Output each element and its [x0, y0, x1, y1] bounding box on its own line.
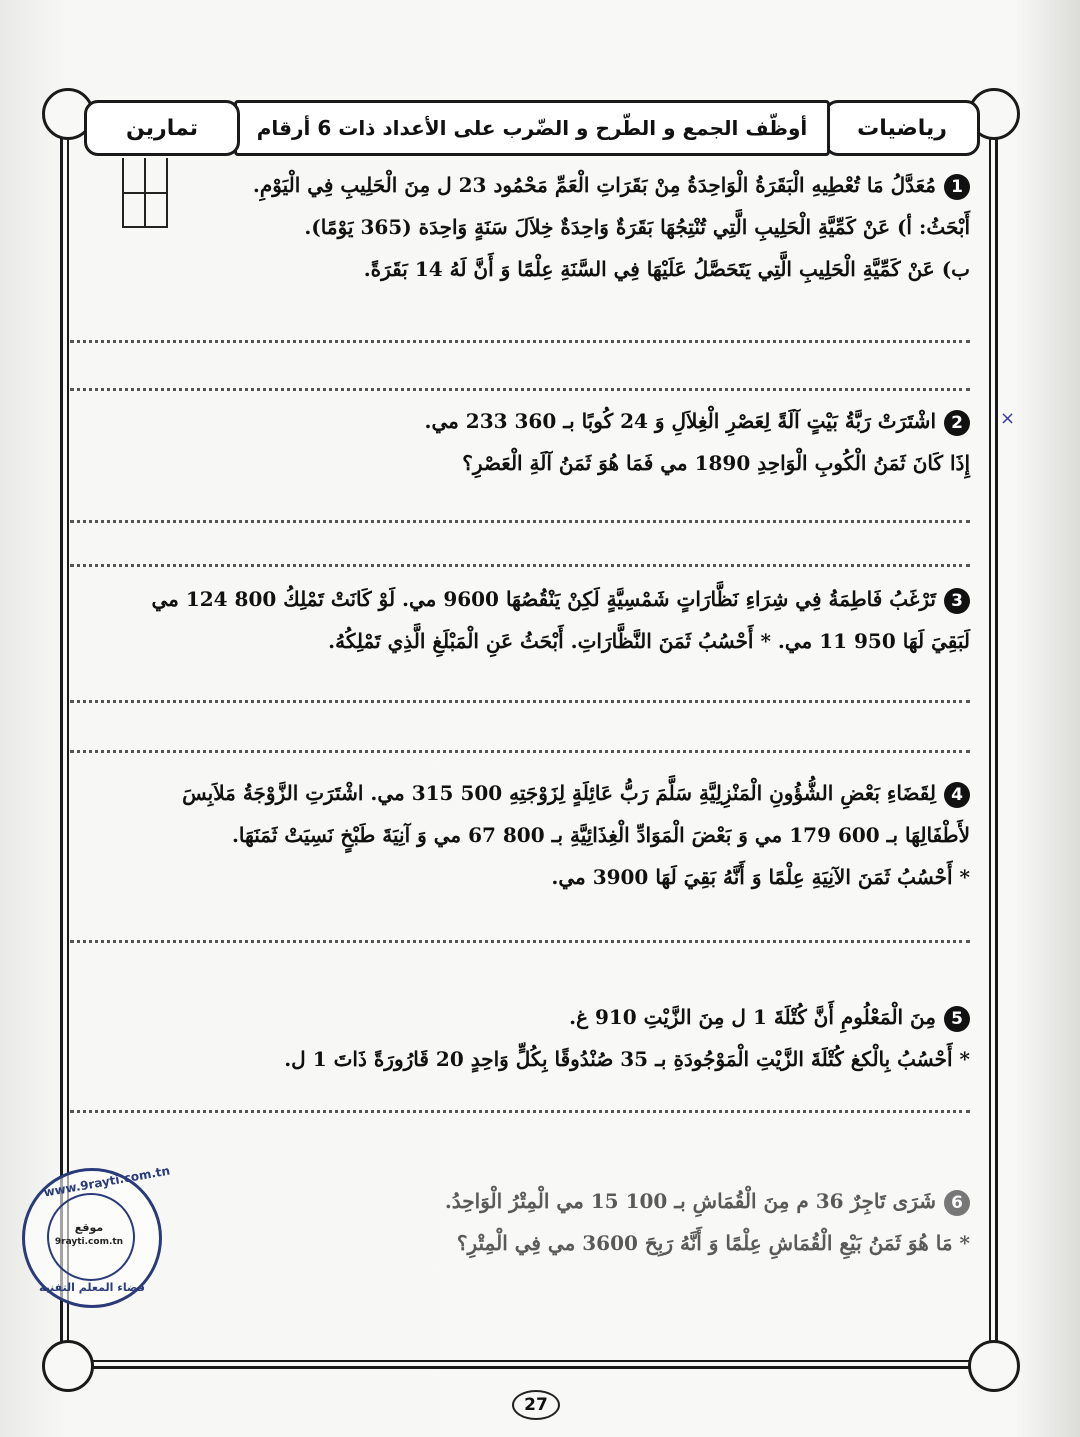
- exercise-line: [70, 772, 970, 814]
- page-number: 27: [512, 1390, 560, 1420]
- exercise-number-badge: 2: [944, 410, 970, 436]
- worksheet-header: [80, 100, 980, 156]
- exercise-line: [70, 164, 970, 206]
- exercise-number-badge: 1: [944, 174, 970, 200]
- exercise-1: [70, 164, 970, 290]
- exercise-text: تَرْغَبُ فَاطِمَةُ فِي شِرَاءِ نَظَّارَاتٍ شَمْسِيَّةٍ لَكِنْ يَنْقُصُهَا 9600 مي. لَوْ كَانَتْ تَمْلِكُ 800 124 مي: [151, 587, 936, 611]
- exercise-line: ب) عَنْ كَمِّيَّةِ الْحَلِيبِ الَّتِي يَتَحَصَّلُ عَلَيْهَا فِي السَّنَةِ عِلْمًا وَ أَنَّ لَهُ 14 بَقَرَةً.: [363, 257, 970, 281]
- exercise-line: * أَحْسُبُ ثَمَنَ الآنِيَةِ عِلْمًا وَ أَنَّهُ بَقِيَ لَهَا 3900 مي.: [551, 865, 970, 889]
- website-stamp: [22, 1163, 172, 1308]
- exercise-text: مُعَدَّلُ مَا تُعْطِيهِ الْبَقَرَةُ الْوَاحِدَةُ مِنْ بَقَرَاتِ الْعَمِّ مَحْمُود 23 ل مِنَ الْحَلِيبِ فِي الْيَوْمِ.: [252, 173, 936, 197]
- exercise-line: [70, 996, 970, 1038]
- exercise-line: لأَطْفَالِهَا بـ 600 179 مي وَ بَعْضَ الْمَوَادِّ الْغِذَائِيَّةِ بـ 800 67 مي وَ آنِيَةَ طَبْخٍ نَسِيَتْ ثَمَنَهَا.: [231, 823, 970, 847]
- exercise-text: اشْتَرَتْ رَبَّةُ بَيْتٍ آلَةً لِعَصْرِ الْغِلاَلِ وَ 24 كُوبًا بـ 360 233 مي.: [424, 409, 936, 433]
- exercise-number-badge: 5: [944, 1006, 970, 1032]
- exercise-line: [70, 400, 970, 442]
- pen-mark: ×: [1000, 408, 1016, 429]
- exercise-3: [70, 578, 970, 662]
- exercise-2: [70, 400, 970, 484]
- exercise-line: أَبْحَثُ: أ) عَنْ كَمِّيَّةِ الْحَلِيبِ الَّتِي تُنْتِجُهَا بَقَرَةٌ وَاحِدَةٌ خِلاَلَ سَنَةٍ وَاحِدَة (365 يَوْمًا).: [304, 215, 970, 239]
- exercise-line: [70, 1180, 970, 1222]
- exercise-line: * مَا هُوَ ثَمَنُ بَيْعِ الْقُمَاشِ عِلْمًا وَ أَنَّهُ رَبِحَ 3600 مي فِي الْمِتْرِ؟: [456, 1231, 970, 1255]
- exercise-6: [70, 1180, 970, 1264]
- answer-line[interactable]: [70, 1110, 970, 1115]
- answer-line[interactable]: [70, 388, 970, 393]
- answer-line[interactable]: [70, 750, 970, 755]
- exercise-number-badge: 6: [944, 1190, 970, 1216]
- exercise-line: لَبَقِيَ لَهَا 950 11 مي. * أَحْسُبُ ثَمَنَ النَّظَّارَاتِ. أَبْحَثُ عَنِ الْمَبْلَغِ الَّذِي تَمْلِكُهُ.: [328, 629, 970, 653]
- frame-corner-ornament: [968, 1340, 1020, 1392]
- stamp-small: 9rayti.com.tn: [54, 1237, 124, 1247]
- lesson-title: أوظّف الجمع و الطّرح و الضّرب على الأعداد ذات 6 أرقام: [234, 100, 830, 156]
- stamp-site: www.9rayti.com.tn: [42, 1163, 172, 1200]
- answer-line[interactable]: [70, 564, 970, 569]
- stamp-label: موقع: [74, 1221, 104, 1234]
- answer-line[interactable]: [70, 940, 970, 945]
- exercise-text: لِقَضَاءِ بَعْضِ الشُّؤُونِ الْمَنْزِلِيَّةِ سَلَّمَ رَبُّ عَائِلَةٍ لِزَوْجَتِهِ 500 315 مي. اشْتَرَتِ الزَّوْجَةُ مَلاَبِسَ: [182, 781, 936, 805]
- section-label: تمارين: [84, 100, 240, 156]
- exercise-text: شَرَى تَاجِرٌ 36 م مِنَ الْقُمَاشِ بـ 100 15 مي الْمِتْرُ الْوَاحِدُ.: [444, 1189, 936, 1213]
- answer-line[interactable]: [70, 700, 970, 705]
- exercise-text: مِنَ الْمَعْلُومِ أَنَّ كُتْلَةَ 1 ل مِنَ الزَّيْتِ 910 غ.: [569, 1005, 936, 1029]
- exercise-5: [70, 996, 970, 1080]
- frame-corner-ornament: [42, 1340, 94, 1392]
- exercise-line: إِذَا كَانَ ثَمَنُ الْكُوبِ الْوَاحِدِ 1890 مي فَمَا هُوَ ثَمَنُ آلَةِ الْعَصْرِ؟: [462, 451, 970, 475]
- answer-line[interactable]: [70, 520, 970, 525]
- answer-line[interactable]: [70, 340, 970, 345]
- exercise-line: * أَحْسُبُ بِالْكغ كُتْلَةَ الزَّيْتِ الْمَوْجُودَةِ بـ 35 صُنْدُوقًا بِكُلٍّ وَاحِدٍ 20 قَارُورَةً ذَاتَ 1 ل.: [284, 1047, 970, 1071]
- exercise-line: [70, 578, 970, 620]
- stamp-bottom: فضاء المعلم التفنية: [38, 1281, 145, 1294]
- subject-label: رياضيات: [824, 100, 980, 156]
- exercise-4: [70, 772, 970, 898]
- exercise-number-badge: 3: [944, 588, 970, 614]
- exercises-area: [70, 160, 970, 1340]
- exercise-number-badge: 4: [944, 782, 970, 808]
